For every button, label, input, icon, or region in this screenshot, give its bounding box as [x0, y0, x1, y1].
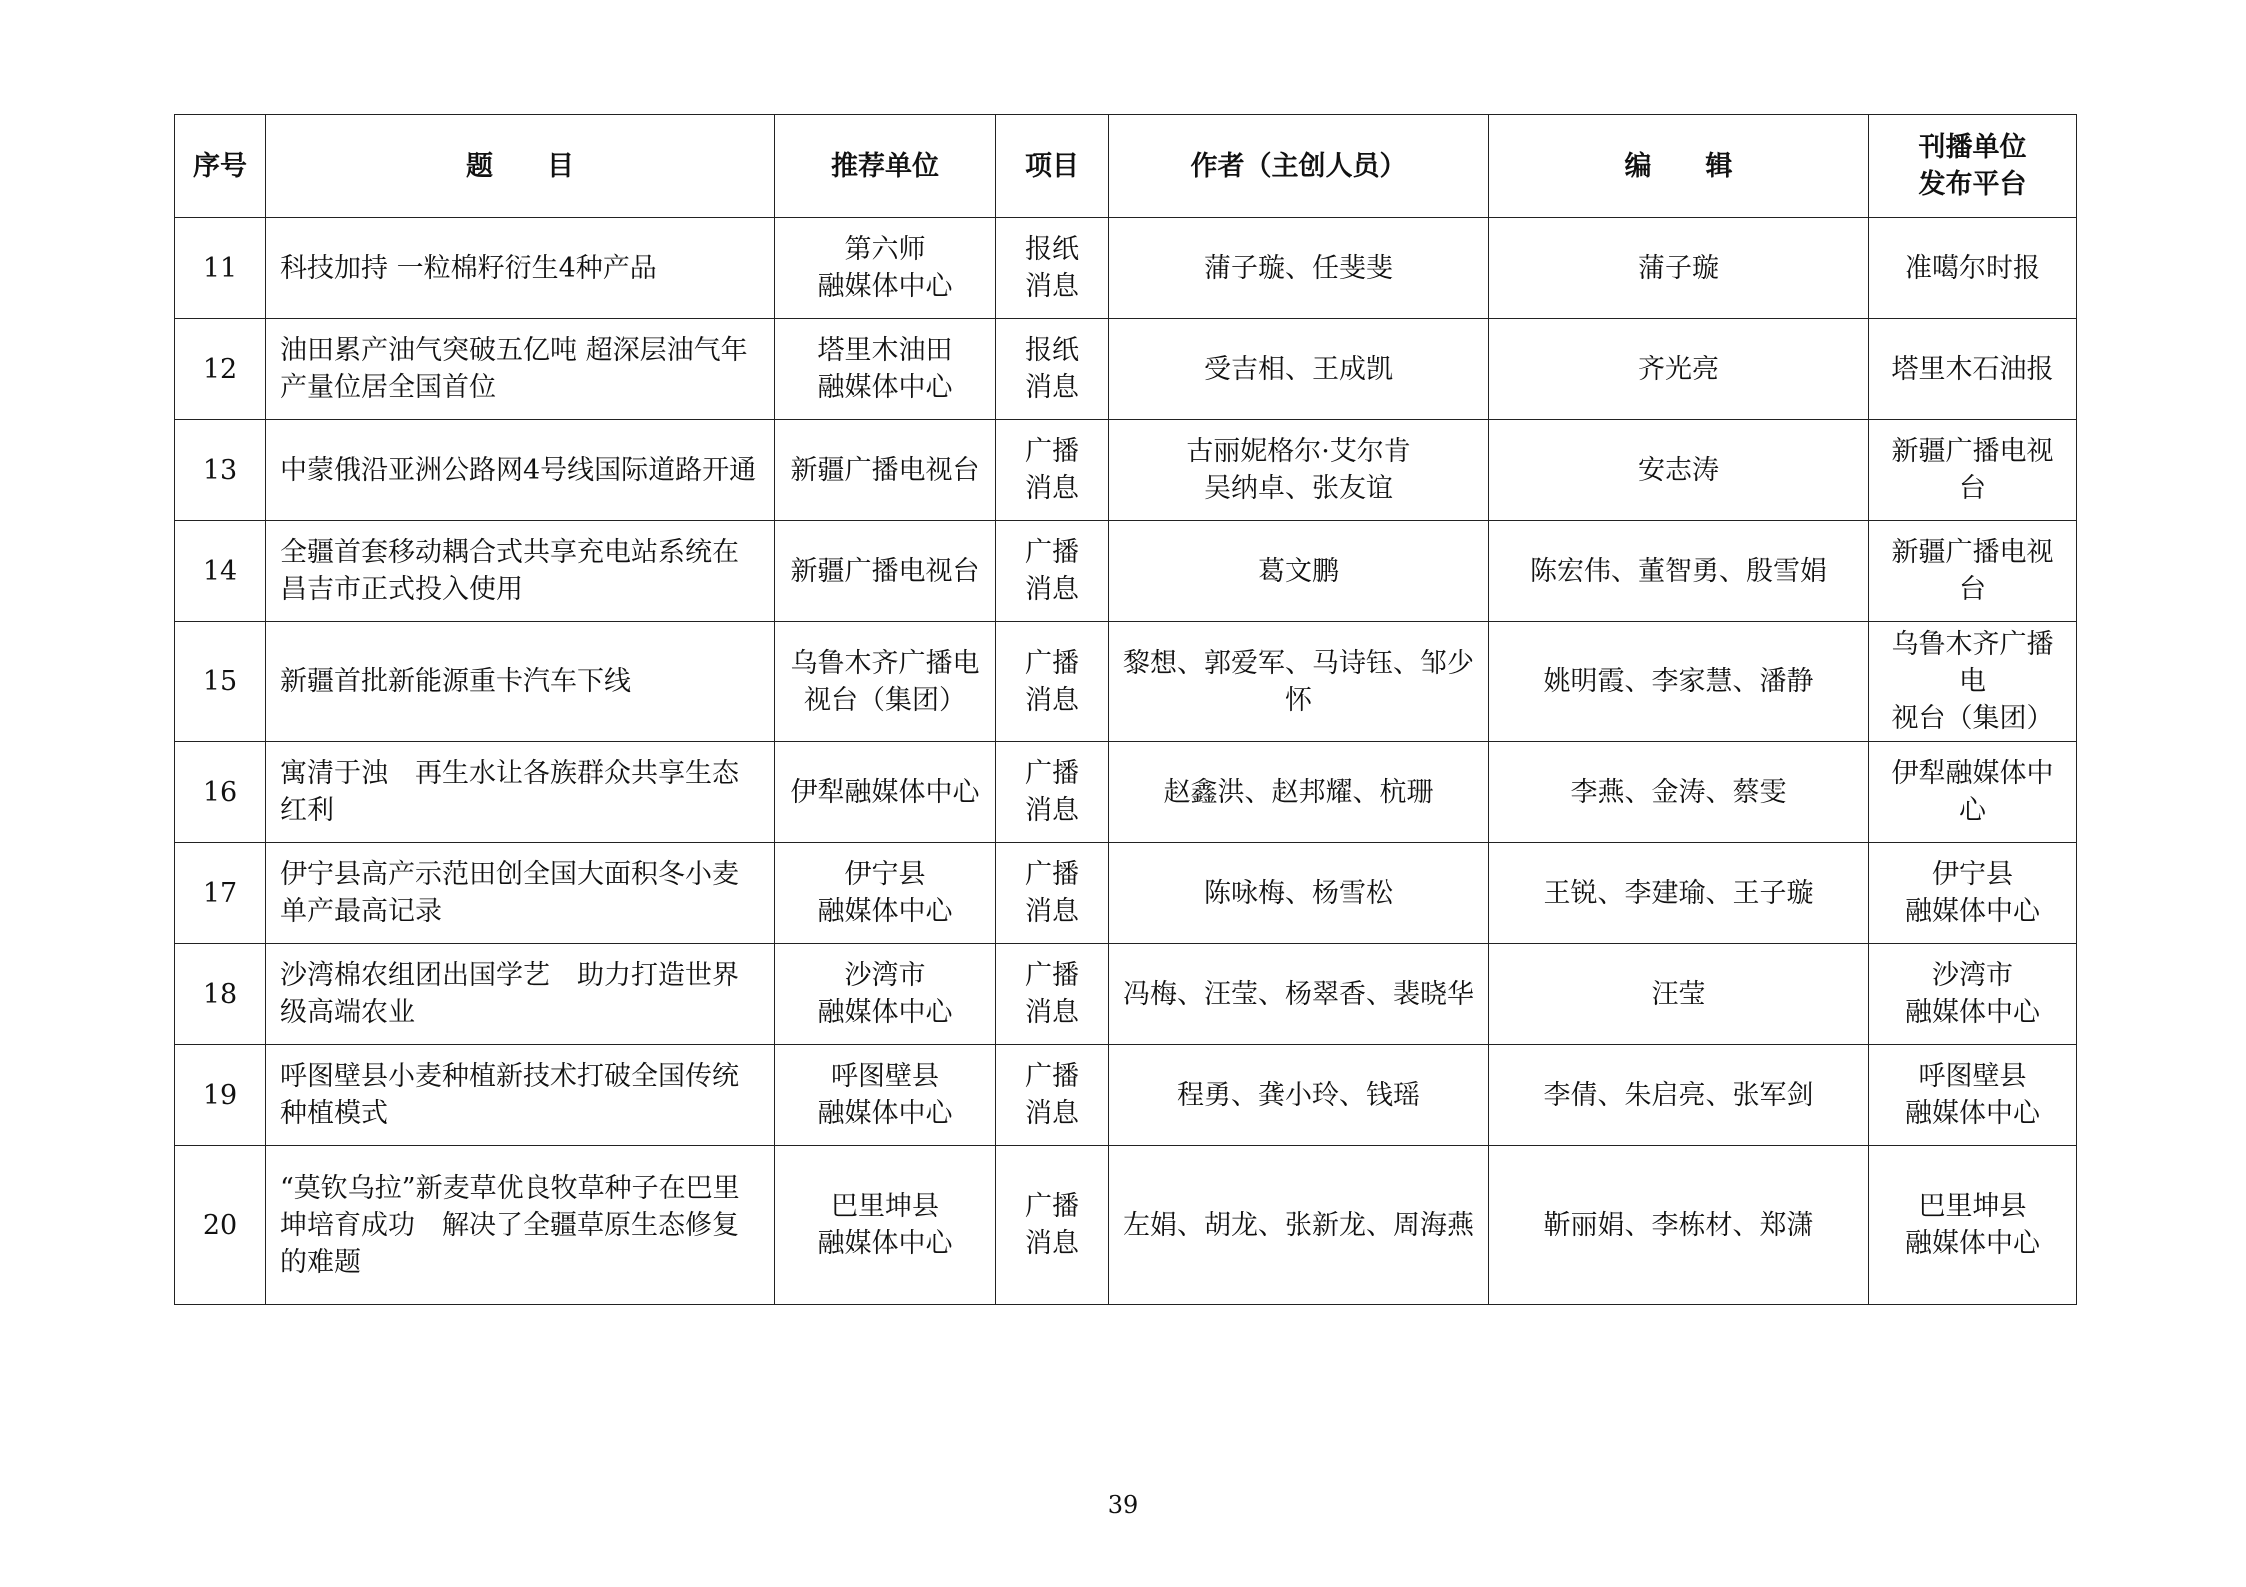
table-row	[175, 420, 2077, 521]
cell-author: 古丽妮格尔·艾尔肯 吴纳卓、张友谊	[1109, 420, 1489, 521]
cell-unit: 伊宁县 融媒体中心	[775, 843, 996, 944]
cell-no: 15	[175, 622, 266, 742]
cell-type: 广播 消息	[996, 944, 1109, 1045]
table-row	[175, 843, 2077, 944]
cell-platform: 乌鲁木齐广播电 视台（集团）	[1869, 622, 2077, 742]
cell-author: 陈咏梅、杨雪松	[1109, 843, 1489, 944]
table-header-row	[175, 115, 2077, 218]
cell-type: 报纸 消息	[996, 218, 1109, 319]
cell-title: 油田累产油气突破五亿吨 超深层油气年产量位居全国首位	[266, 319, 775, 420]
cell-platform: 沙湾市 融媒体中心	[1869, 944, 2077, 1045]
cell-author: 受吉相、王成凯	[1109, 319, 1489, 420]
cell-no: 16	[175, 742, 266, 843]
cell-type: 广播 消息	[996, 742, 1109, 843]
cell-unit: 呼图壁县 融媒体中心	[775, 1045, 996, 1146]
cell-editor: 王锐、李建瑜、王子璇	[1489, 843, 1869, 944]
cell-author: 程勇、龚小玲、钱瑶	[1109, 1045, 1489, 1146]
cell-author: 蒲子璇、任斐斐	[1109, 218, 1489, 319]
cell-editor: 安志涛	[1489, 420, 1869, 521]
cell-title: 中蒙俄沿亚洲公路网4号线国际道路开通	[266, 420, 775, 521]
cell-title: 沙湾棉农组团出国学艺 助力打造世界级高端农业	[266, 944, 775, 1045]
cell-unit: 巴里坤县 融媒体中心	[775, 1146, 996, 1305]
cell-no: 14	[175, 521, 266, 622]
cell-type: 广播 消息	[996, 1146, 1109, 1305]
table-row	[175, 521, 2077, 622]
cell-type: 广播 消息	[996, 1045, 1109, 1146]
cell-platform: 新疆广播电视台	[1869, 521, 2077, 622]
header-author: 作者（主创人员）	[1109, 115, 1489, 218]
cell-title: 科技加持 一粒棉籽衍生4种产品	[266, 218, 775, 319]
cell-no: 12	[175, 319, 266, 420]
cell-type: 广播 消息	[996, 843, 1109, 944]
table-row	[175, 1045, 2077, 1146]
header-platform: 刊播单位 发布平台	[1869, 115, 2077, 218]
cell-editor: 靳丽娟、李栋材、郑潇	[1489, 1146, 1869, 1305]
cell-editor: 齐光亮	[1489, 319, 1869, 420]
cell-author: 左娟、胡龙、张新龙、周海燕	[1109, 1146, 1489, 1305]
cell-unit: 新疆广播电视台	[775, 420, 996, 521]
cell-editor: 陈宏伟、董智勇、殷雪娟	[1489, 521, 1869, 622]
cell-unit: 塔里木油田 融媒体中心	[775, 319, 996, 420]
cell-unit: 乌鲁木齐广播电 视台（集团）	[775, 622, 996, 742]
cell-no: 17	[175, 843, 266, 944]
cell-type: 广播 消息	[996, 521, 1109, 622]
cell-no: 20	[175, 1146, 266, 1305]
cell-unit: 沙湾市 融媒体中心	[775, 944, 996, 1045]
cell-platform: 准噶尔时报	[1869, 218, 2077, 319]
cell-unit: 伊犁融媒体中心	[775, 742, 996, 843]
cell-unit: 新疆广播电视台	[775, 521, 996, 622]
table-row	[175, 742, 2077, 843]
cell-title: 新疆首批新能源重卡汽车下线	[266, 622, 775, 742]
cell-platform: 呼图壁县 融媒体中心	[1869, 1045, 2077, 1146]
cell-type: 报纸 消息	[996, 319, 1109, 420]
header-title: 题 目	[266, 115, 775, 218]
cell-title: 全疆首套移动耦合式共享充电站系统在昌吉市正式投入使用	[266, 521, 775, 622]
cell-no: 11	[175, 218, 266, 319]
cell-editor: 李倩、朱启亮、张军剑	[1489, 1045, 1869, 1146]
table-row	[175, 319, 2077, 420]
cell-type: 广播 消息	[996, 622, 1109, 742]
cell-author: 赵鑫洪、赵邦耀、杭珊	[1109, 742, 1489, 843]
cell-platform: 塔里木石油报	[1869, 319, 2077, 420]
cell-unit: 第六师 融媒体中心	[775, 218, 996, 319]
cell-author: 葛文鹏	[1109, 521, 1489, 622]
header-unit: 推荐单位	[775, 115, 996, 218]
cell-editor: 姚明霞、李家慧、潘静	[1489, 622, 1869, 742]
cell-platform: 伊宁县 融媒体中心	[1869, 843, 2077, 944]
header-type: 项目	[996, 115, 1109, 218]
table-row	[175, 944, 2077, 1045]
page-number: 39	[1107, 1491, 1139, 1519]
cell-no: 13	[175, 420, 266, 521]
cell-title: “莫钦乌拉”新麦草优良牧草种子在巴里坤培育成功 解决了全疆草原生态修复的难题	[266, 1146, 775, 1305]
header-editor: 编 辑	[1489, 115, 1869, 218]
cell-author: 黎想、郭爱军、马诗钰、邹少怀	[1109, 622, 1489, 742]
award-table	[174, 114, 2077, 1305]
cell-title: 呼图壁县小麦种植新技术打破全国传统种植模式	[266, 1045, 775, 1146]
cell-type: 广播 消息	[996, 420, 1109, 521]
cell-editor: 李燕、金涛、蔡雯	[1489, 742, 1869, 843]
cell-editor: 汪莹	[1489, 944, 1869, 1045]
cell-author: 冯梅、汪莹、杨翠香、裴晓华	[1109, 944, 1489, 1045]
cell-title: 寓清于浊 再生水让各族群众共享生态红利	[266, 742, 775, 843]
cell-platform: 巴里坤县 融媒体中心	[1869, 1146, 2077, 1305]
cell-platform: 伊犁融媒体中心	[1869, 742, 2077, 843]
cell-editor: 蒲子璇	[1489, 218, 1869, 319]
table-row	[175, 1146, 2077, 1305]
cell-no: 19	[175, 1045, 266, 1146]
cell-no: 18	[175, 944, 266, 1045]
cell-title: 伊宁县高产示范田创全国大面积冬小麦单产最高记录	[266, 843, 775, 944]
cell-platform: 新疆广播电视台	[1869, 420, 2077, 521]
header-no: 序号	[175, 115, 266, 218]
table-row	[175, 218, 2077, 319]
table-row	[175, 622, 2077, 742]
